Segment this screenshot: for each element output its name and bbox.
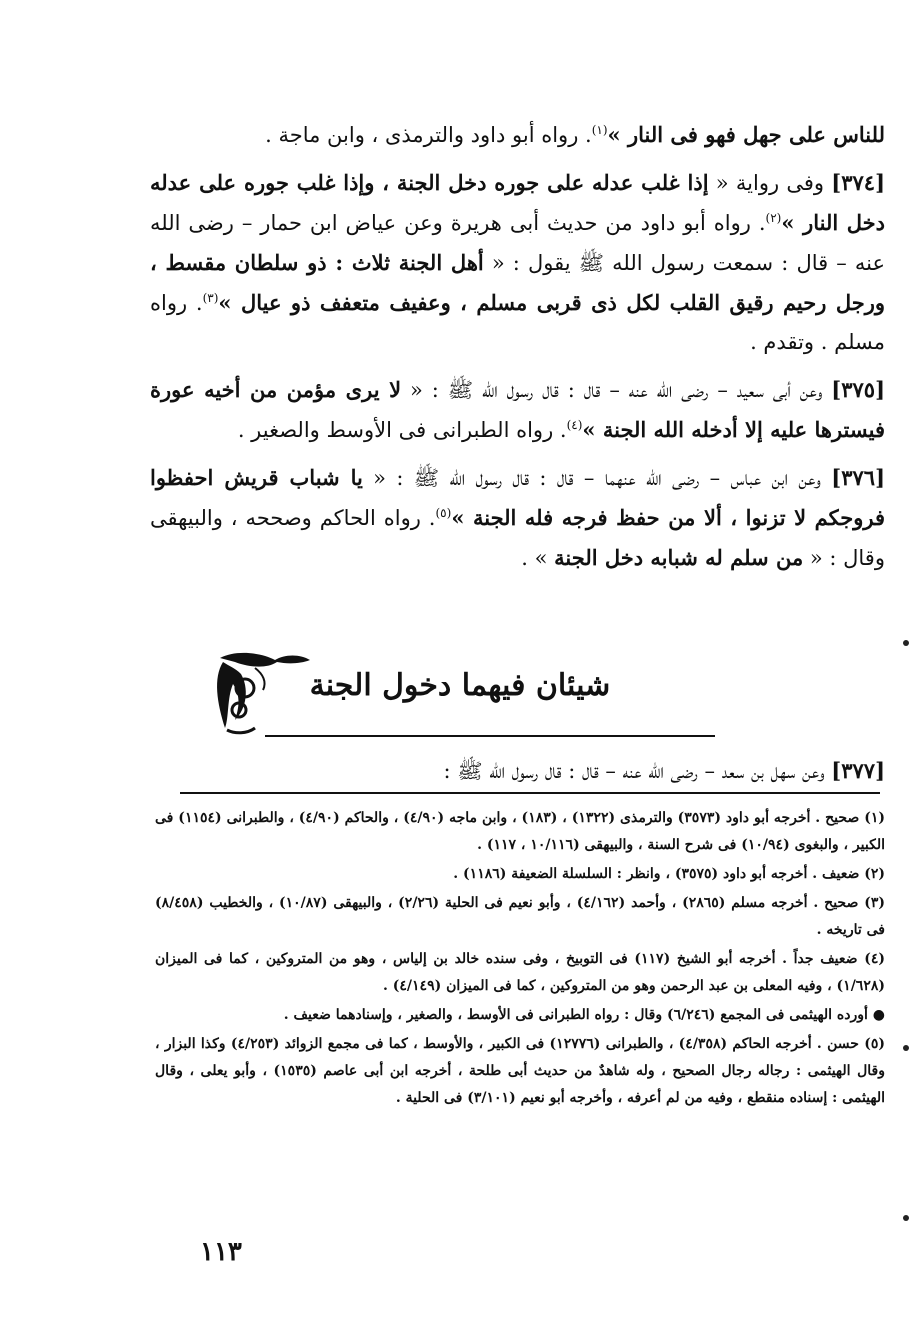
section-heading: شيئان فيهما دخول الجنة — [309, 668, 611, 703]
section-heading-box — [205, 648, 715, 740]
footnote-1: (١) صحيح . أخرجه أبو داود (٣٥٧٣) والترمذى (١٣٢٢) ، (١٨٣) ، وابن ماجه (٤/٩٠) ، والحاكم (٤/٩٠) ، والطبرانى (١١٥٤) فى الكبير ، والبغوى (١٠/٩٤) فى شرح السنة ، والبيهقى (١٠/١١٦ ، ١١٧) . — [155, 810, 886, 853]
footnote-5: (٥) حسن . أخرجه الحاكم (٤/٣٥٨) ، والطبرانى (١٢٧٧٦) فى الكبير ، والأوسط ، كما فى مجمع الزوائد (٤/٢٥٣) وكذا البزار ، وقال الهيثمى : رجاله رجال الصحيح ، وله شاهدٌ من حديث أبى طلحة ، أخرجه ابن أبى عاصم (١٥٣٥) ، وأبو يعلى ، وقال الهيثمى : إسناده منقطع ، وفيه من لم أعرفه ، وأخرجه أبو نعيم (٣/١٠١) فى الحلية . — [155, 1036, 885, 1106]
paragraph-376 — [150, 458, 885, 578]
page-number: ١١٣ — [200, 1237, 242, 1267]
narration-text: وعن ابن عباس – رضى الله عنهما – قال : قال رسول الله ﷺ : « — [362, 466, 832, 490]
hadith-text: إذا غلب عدله على جوره دخل الجنة ، وإذا غلب جوره على عدله دخل النار » — [150, 170, 886, 235]
footnote-ref: (٢) — [765, 211, 782, 225]
scan-mark — [903, 640, 909, 646]
narration-text: . رواه الطبرانى فى الأوسط والصغير . — [237, 418, 567, 442]
hadith-number: [٣٧٦] — [831, 465, 886, 490]
footnote-2: (٢) ضعيف . أخرجه أبو داود (٣٥٧٥) ، وانظر : السلسلة الضعيفة (١١٨٦) . — [453, 866, 885, 882]
main-text — [150, 115, 885, 586]
paragraph-375 — [150, 370, 885, 450]
footnote-3: (٣) صحيح . أخرجه مسلم (٢٨٦٥) ، وأحمد (٤/١٦٢) ، وأبو نعيم فى الحلية (٢/٢٦) ، والبيهقى (١٠/٨٧) ، والخطيب (٨/٤٥٨) فى تاريخه . — [155, 895, 885, 938]
hadith-text: أهل الجنة ثلاث : ذو سلطان مقسط ، ورجل رحيم رقيق القلب لكل ذى قربى مسلم ، وعفيف متعفف ذو عيال » — [150, 250, 885, 315]
hadith-text: يا شباب قريش احفظوا فروجكم لا تزنوا ، ألا من حفظ فرجه فله الجنة » — [150, 465, 885, 530]
narration-text: . رواه أبو داود من حديث أبى هريرة وعن عياض ابن حمار – رضى الله عنه – قال : سمعت رسول الله ﷺ يقول : « — [150, 211, 885, 275]
footnote-4-note: ● أورده الهيثمى فى المجمع (٦/٢٤٦) وقال : رواه الطبرانى فى الأوسط ، والصغير ، وإسنادهما ضعيف . — [283, 1007, 885, 1023]
scan-mark — [903, 1045, 909, 1051]
narration-text: . رواه الحاكم وصححه ، والبيهقى وقال : « — [150, 506, 885, 570]
narration-text: وعن سهل بن سعد – رضى الله عنه – قال : قال رسول الله ﷺ : — [443, 759, 832, 783]
narration-text: وفى رواية « — [708, 171, 832, 195]
hadith-text: لا يرى مؤمن من أخيه عورة فيسترها عليه إلا أدخله الله الجنة » — [150, 377, 885, 442]
heading-underline — [265, 735, 715, 737]
footnotes — [155, 805, 885, 1114]
footnote-divider — [180, 792, 880, 794]
narration-text: . رواه مسلم . وتقدم . — [150, 291, 885, 354]
narration-text: . رواه أبو داود والترمذى ، وابن ماجة . — [265, 123, 592, 147]
paragraph-continuation — [150, 115, 885, 155]
hadith-text: للناس على جهل فهو فى النار » — [607, 122, 885, 147]
narration-text: » . — [521, 546, 555, 570]
footnote-ref: (٣) — [202, 291, 219, 305]
footnote-ref: (١) — [591, 123, 608, 137]
scan-mark — [903, 1215, 909, 1221]
hadith-number: [٣٧٧] — [831, 758, 885, 783]
footnote-4: (٤) ضعيف جداً . أخرجه أبو الشيخ (١١٧) فى التوبيخ ، وفى سنده خالد بن إلياس ، وهو من المتروكين ، كما فى الميزان (١/٦٢٨) ، وفيه المعلى بن عبد الرحمن وهو من المتروكين ، كما فى الميزان (٤/١٤٩) . — [155, 951, 885, 994]
footnote-ref: (٥) — [435, 506, 452, 520]
narration-text: وعن أبى سعيد – رضى الله عنه – قال : قال رسول الله ﷺ : « — [401, 378, 832, 402]
hadith-number: [٣٧٥] — [831, 377, 885, 402]
footnote-ref: (٤) — [566, 418, 583, 432]
paragraph-374 — [150, 163, 885, 362]
hadith-number: [٣٧٤] — [831, 170, 885, 195]
paragraph-377 — [160, 752, 885, 790]
hadith-text: من سلم له شبابه دخل الجنة — [554, 545, 804, 570]
